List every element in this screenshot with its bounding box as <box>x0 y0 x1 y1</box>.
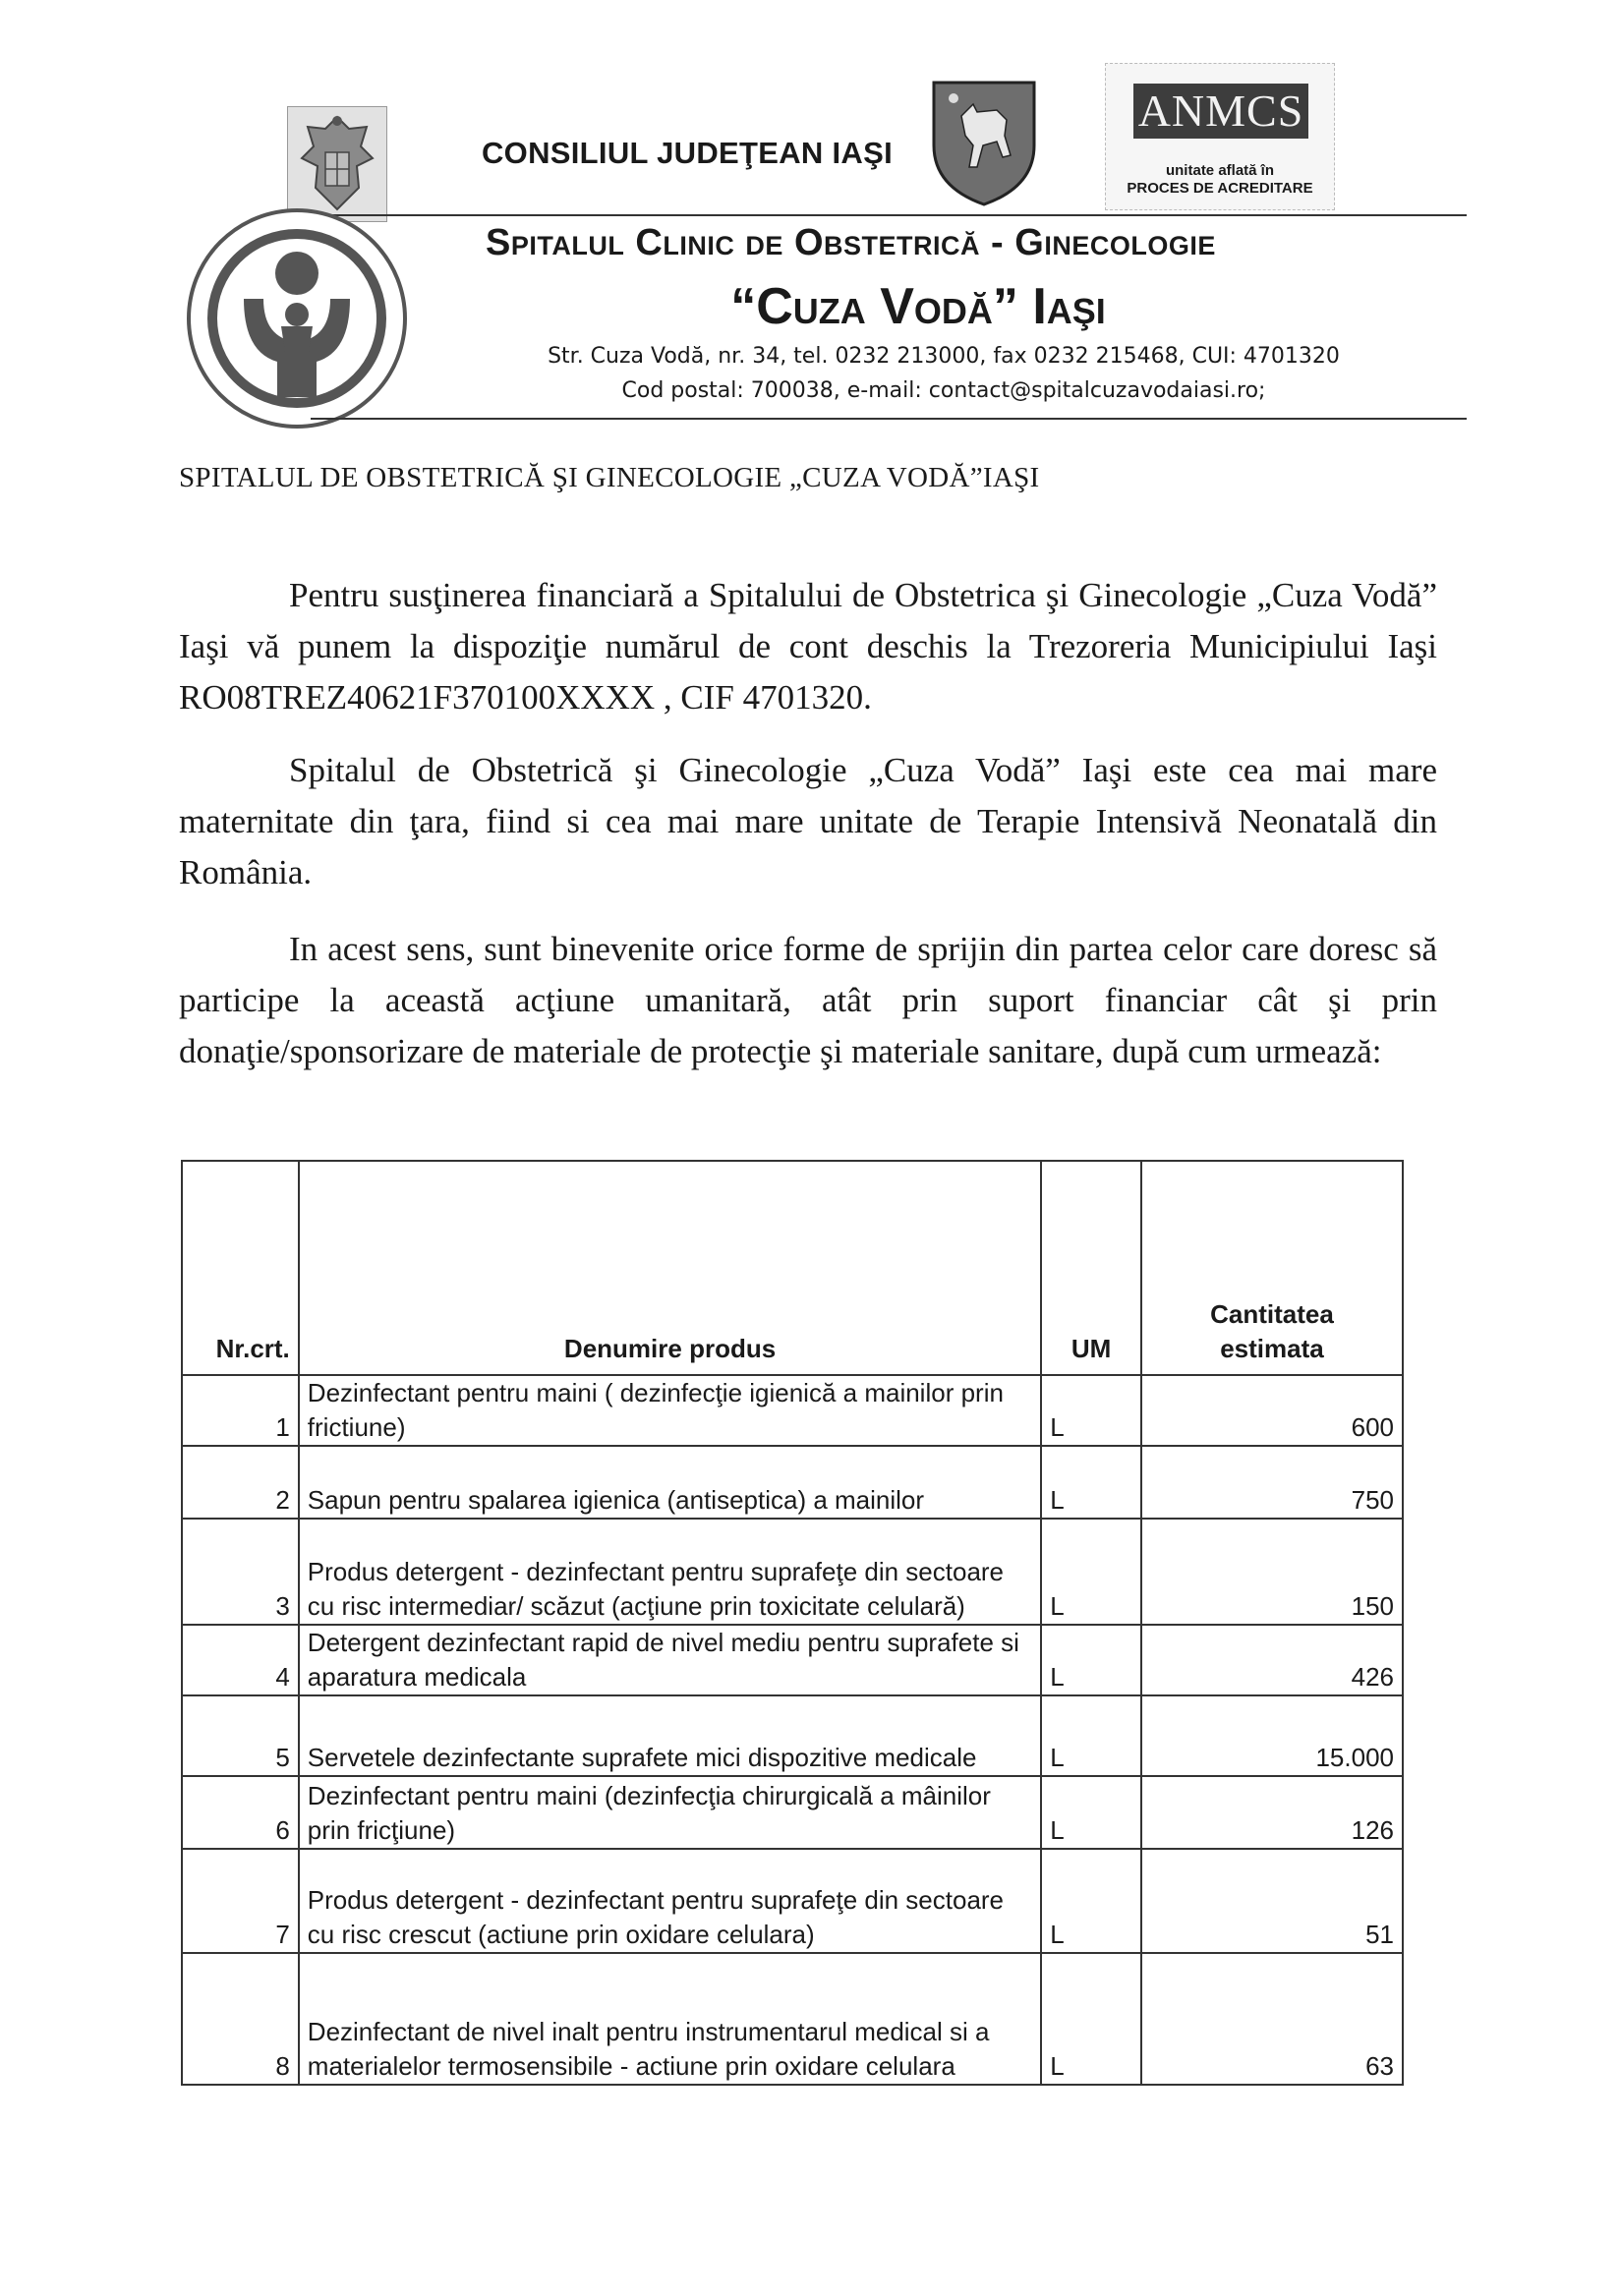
county-crest-icon <box>928 77 1040 208</box>
paragraph-bank-account-text: Pentru susţinerea financiară a Spitalului de Obstetrica şi Ginecologie „Cuza Vodă” Iaşi vă punem la dispoziţie numărul de cont deschis la Trezoreria Municipiului Iaşi RO08TREZ40621F370100XXXX , CIF 4701320. <box>179 576 1437 717</box>
column-header-nr: Nr.crt. <box>182 1161 299 1375</box>
estimated-quantity: 600 <box>1141 1375 1403 1446</box>
unit-of-measure: L <box>1041 1625 1141 1695</box>
address-line-1: Str. Cuza Vodă, nr. 34, tel. 0232 213000, fax 0232 215468, CUI: 4701320 <box>548 344 1340 369</box>
county-council-title: CONSILIUL JUDEŢEAN IAŞI <box>482 136 893 170</box>
row-number: 6 <box>182 1776 299 1849</box>
unit-of-measure: L <box>1041 1953 1141 2085</box>
product-name: Dezinfectant pentru maini (dezinfecţia chirurgicală a mâinilor prin fricţiune) <box>299 1776 1042 1849</box>
estimated-quantity: 15.000 <box>1141 1695 1403 1776</box>
product-name: Servetele dezinfectante suprafete mici dispozitive medicale <box>299 1695 1042 1776</box>
anmcs-logo: ANMCS <box>1133 84 1308 139</box>
document-heading: SPITALUL DE OBSTETRICĂ ŞI GINECOLOGIE „CUZA VODĂ”IAŞI <box>179 462 1040 493</box>
unit-of-measure: L <box>1041 1519 1141 1625</box>
row-number: 4 <box>182 1625 299 1695</box>
table-header-row <box>182 1161 1403 1375</box>
column-header-quantity-line-2: estimata <box>1220 1334 1324 1363</box>
product-name: Detergent dezinfectant rapid de nivel mediu pentru suprafete si aparatura medicala <box>299 1625 1042 1695</box>
table-row <box>182 1776 1403 1849</box>
paragraph-hospital-description <box>179 745 1437 898</box>
hospital-name-line-2: “Cuza Vodă” Iaşi <box>730 278 1106 335</box>
table-row <box>182 1446 1403 1519</box>
product-name: Dezinfectant pentru maini ( dezinfecţie igienică a mainilor prin frictiune) <box>299 1375 1042 1446</box>
product-name: Produs detergent - dezinfectant pentru suprafeţe din sectoare cu risc intermediar/ scăzut (acţiune prin toxicitate celulară) <box>299 1519 1042 1625</box>
unit-of-measure: L <box>1041 1776 1141 1849</box>
estimated-quantity: 426 <box>1141 1625 1403 1695</box>
estimated-quantity: 63 <box>1141 1953 1403 2085</box>
estimated-quantity: 750 <box>1141 1446 1403 1519</box>
header-divider-top <box>311 214 1467 216</box>
product-name: Sapun pentru spalarea igienica (antiseptica) a mainilor <box>299 1446 1042 1519</box>
accreditation-badge <box>1105 63 1335 210</box>
column-header-product-name: Denumire produs <box>299 1161 1042 1375</box>
paragraph-support-request-text: In acest sens, sunt binevenite orice forme de sprijin din partea celor care doresc să participe la această acţiune umanitară, atât prin suport financiar cât şi prin donaţie/sponsorizare de materiale de protecţie şi materiale sanitare, după cum urmează: <box>179 930 1437 1070</box>
table-row <box>182 1375 1403 1446</box>
header-divider-bottom <box>311 418 1467 420</box>
unit-of-measure: L <box>1041 1849 1141 1953</box>
column-header-um: UM <box>1041 1161 1141 1375</box>
hospital-name-line-1: Spitalul Clinic de Obstetrică - Ginecologie <box>486 222 1216 263</box>
estimated-quantity: 51 <box>1141 1849 1403 1953</box>
unit-of-measure: L <box>1041 1695 1141 1776</box>
estimated-quantity: 150 <box>1141 1519 1403 1625</box>
paragraph-hospital-description-text: Spitalul de Obstetrică şi Ginecologie „Cuza Vodă” Iaşi este cea mai mare maternitate din ţara, fiind si cea mai mare unitate de Terapie Intensivă Neonatală din România. <box>179 751 1437 891</box>
product-name: Produs detergent - dezinfectant pentru suprafeţe din sectoare cu risc crescut (actiune prin oxidare celulara) <box>299 1849 1042 1953</box>
accreditation-line-1: unitate aflată în <box>1165 162 1275 179</box>
hospital-round-logo-icon <box>183 204 411 432</box>
estimated-quantity: 126 <box>1141 1776 1403 1849</box>
row-number: 1 <box>182 1375 299 1446</box>
unit-of-measure: L <box>1041 1375 1141 1446</box>
row-number: 7 <box>182 1849 299 1953</box>
paragraph-support-request <box>179 924 1437 1077</box>
row-number: 8 <box>182 1953 299 2085</box>
table-row <box>182 1695 1403 1776</box>
row-number: 2 <box>182 1446 299 1519</box>
table-row <box>182 1849 1403 1953</box>
products-table <box>181 1160 1404 2086</box>
paragraph-bank-account <box>179 570 1437 723</box>
column-header-quantity-line-1: Cantitatea <box>1210 1299 1334 1329</box>
row-number: 5 <box>182 1695 299 1776</box>
row-number: 3 <box>182 1519 299 1625</box>
product-name: Dezinfectant de nivel inalt pentru instrumentarul medical si a materialelor termosensibile - actiune prin oxidare celulara <box>299 1953 1042 2085</box>
table-row <box>182 1953 1403 2085</box>
unit-of-measure: L <box>1041 1446 1141 1519</box>
table-row <box>182 1625 1403 1695</box>
column-header-quantity <box>1141 1161 1403 1375</box>
accreditation-line-2: PROCES DE ACREDITARE <box>1127 180 1313 197</box>
table-row <box>182 1519 1403 1625</box>
address-line-2: Cod postal: 700038, e-mail: contact@spitalcuzavodaiasi.ro; <box>621 378 1266 403</box>
